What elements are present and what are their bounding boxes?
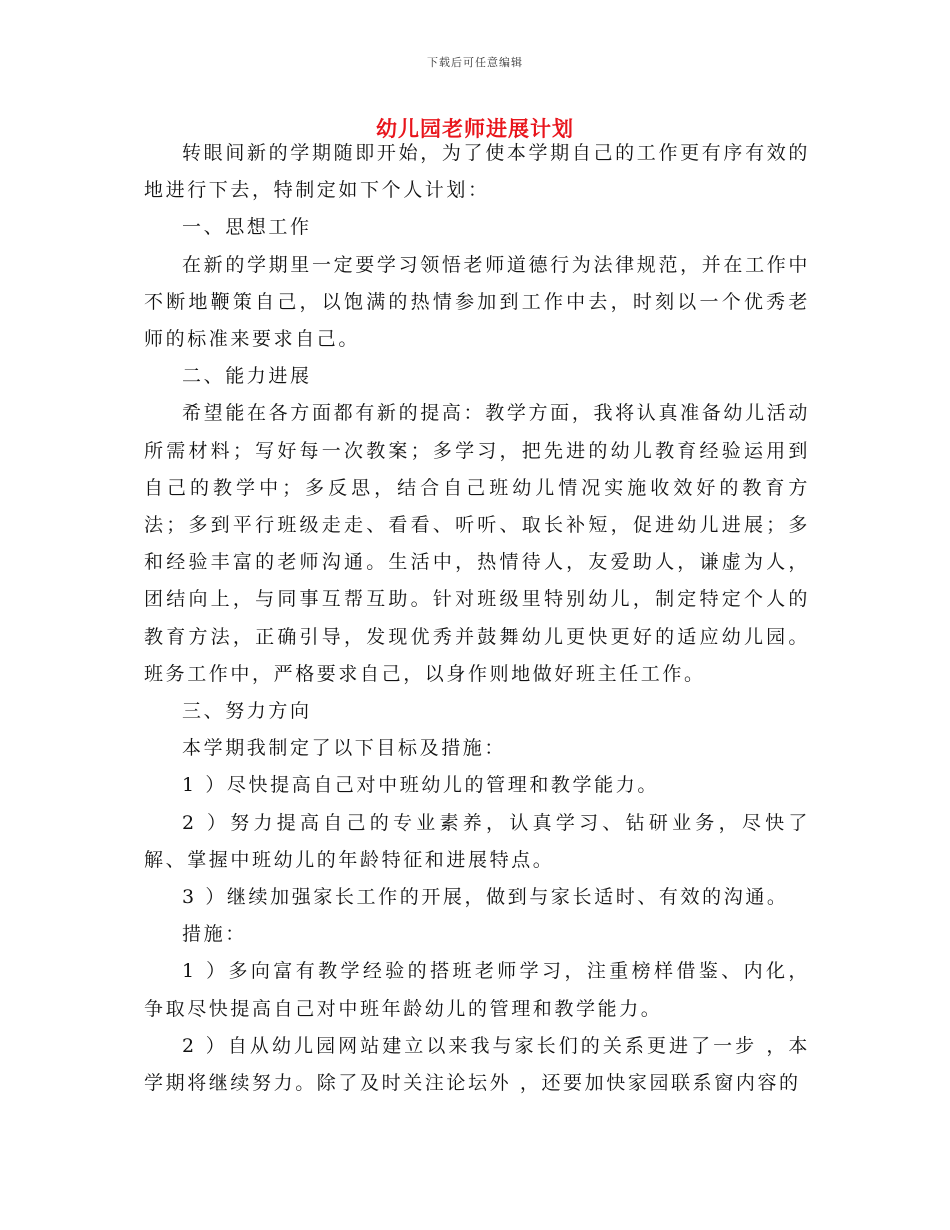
header-note: 下载后可任意编辑 bbox=[427, 56, 523, 69]
paragraph-thought-work: 在新的学期里一定要学习领悟老师道德行为法律规范，并在工作中不断地鞭策自己，以饱满的热情参加到工作中去，时刻以一个优秀老师的标准来要求自己。 bbox=[144, 253, 810, 351]
measure-item-2: 2 ）自从幼儿园网站建立以来我与家长们的关系更进了一步 ，本学期将继续努力。除了及时关注论坛外 ，还要加快家园联系窗内容的 bbox=[144, 1034, 810, 1095]
measure-item-1: 1 ）多向富有教学经验的搭班老师学习，注重榜样借鉴、内化，争取尽快提高自己对中班年龄幼儿的管理和教学能力。 bbox=[144, 960, 810, 1020]
document-body bbox=[144, 135, 810, 1102]
measures-heading: 措施： bbox=[182, 923, 247, 946]
section-heading-1: 一、思想工作 bbox=[182, 216, 312, 239]
section-heading-2: 二、能力进展 bbox=[182, 365, 312, 388]
document-title: 幼儿园老师进展计划 bbox=[376, 116, 574, 141]
goal-item-1: 1 ）尽快提高自己对中班幼儿的管理和教学能力。 bbox=[182, 774, 659, 797]
paragraph-goals-intro: 本学期我制定了以下目标及措施： bbox=[182, 737, 507, 760]
goal-item-2: 2 ）努力提高自己的专业素养，认真学习、钻研业务，尽快了解、掌握中班幼儿的年龄特征和进展特点。 bbox=[144, 811, 810, 871]
paragraph-ability: 希望能在各方面都有新的提高：教学方面，我将认真准备幼儿活动所需材料；写好每一次教案；多学习，把先进的幼儿教育经验运用到自己的教学中；多反思，结合自己班幼儿情况实施收效好的教育方法；多到平行班级走走、看看、听听、取长补短，促进幼儿进展；多和经验丰富的老师沟通。生活中，热情待人，友爱助人，谦虚为人，团结向上，与同事互帮互助。针对班级里特别幼儿，制定特定个人的教育方法，正确引导，发现优秀并鼓舞幼儿更快更好的适应幼儿园。班务工作中，严格要求自己，以身作则地做好班主任工作。 bbox=[144, 402, 810, 685]
section-heading-3: 三、努力方向 bbox=[182, 700, 312, 723]
goal-item-3: 3 ）继续加强家长工作的开展，做到与家长适时、有效的沟通。 bbox=[182, 886, 789, 909]
paragraph-intro: 转眼间新的学期随即开始，为了使本学期自己的工作更有序有效的地进行下去，特制定如下个人计划： bbox=[144, 142, 810, 202]
